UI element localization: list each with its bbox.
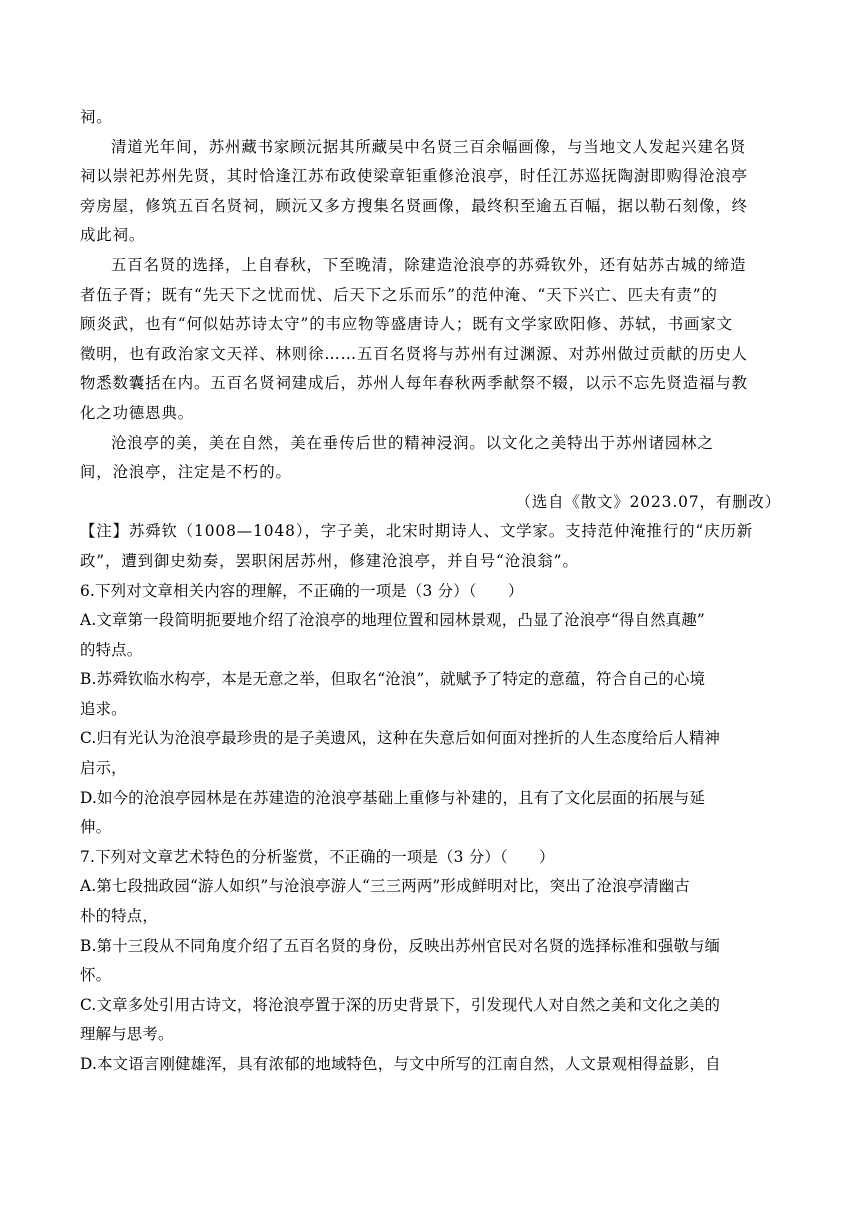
option-line: 怀。 [80, 966, 112, 985]
question-7 [80, 843, 783, 1080]
option-line: A.文章第一段简明扼要地介绍了沧浪亭的地理位置和园林景观，凸显了沧浪亭“得自然真趣” [80, 611, 705, 630]
text-line: 旁房屋，修筑五百名贤祠，顾沅又多方搜集名贤画像，最终积至逾五百幅，据以勒石刻像，终 [80, 196, 748, 215]
text-line: 者伍子胥；既有“先天下之忧而忧、后天下之乐而乐”的范仲淹、“天下兴亡、匹夫有责”的 [80, 285, 718, 304]
text-line: 成此祠。 [80, 226, 146, 245]
option-d [80, 1050, 783, 1080]
option-line: 追求。 [80, 699, 127, 718]
text-line: 物悉数囊括在内。五百名贤祠建成后，苏州人每年春秋两季献祭不辍，以示不忘先贤造福与教 [80, 374, 748, 393]
option-line: D.如今的沧浪亭园林是在苏建造的沧浪亭基础上重修与补建的，且有了文化层面的拓展与延 [80, 788, 706, 807]
option-line: A.第七段拙政园“游人如织”与沧浪亭游人“三三两两”形成鲜明对比，突出了沧浪亭清幽古 [80, 877, 690, 896]
option-line: D.本文语言刚健雄浑，具有浓郁的地域特色，与文中所写的江南自然，人文景观相得益影，自 [80, 1055, 721, 1073]
option-line: C.文章多处引用古诗文，将沧浪亭置于深的历史背景下，引发现代人对自然之美和文化之美的 [80, 995, 721, 1014]
footnote [80, 517, 783, 576]
text-line: 间，沧浪亭，注定是不朽的。 [80, 463, 292, 482]
text-line: 徵明，也有政治家文天祥、林则徐……五百名贤将与苏州有过渊源、对苏州做过贡献的历史人 [80, 344, 748, 363]
document-page [80, 103, 783, 1080]
footnote-line: 【注】苏舜钦（1008—1048），字子美，北宋时期诗人、文学家。支持范仲淹推行的“庆历新 [80, 522, 754, 541]
text-line: 祠以崇祀苏州先贤，其时恰逢江苏布政使梁章钜重修沧浪亭，时任江苏巡抚陶澍即购得沧浪亭 [80, 167, 748, 186]
article-paragraph-3 [80, 251, 783, 429]
question-stem: 7.下列对文章艺术特色的分析鉴赏，不正确的一项是（3 分）（ ） [80, 847, 555, 866]
text-line: 五百名贤的选择，上自春秋，下至晚清，除建造沧浪亭的苏舜钦外，还有姑苏古城的缔造 [111, 255, 747, 274]
footnote-line: 政”，遭到御史劾奏，罢职闲居苏州，修建沧浪亭，并自号“沧浪翁”。 [80, 551, 579, 570]
option-a [80, 872, 783, 931]
option-line: B.苏舜钦临水构亭，本是无意之举，但取名“沧浪”，就赋予了特定的意蕴，符合自己的心境 [80, 670, 706, 689]
article-paragraph-4 [80, 429, 783, 488]
option-line: 的特点。 [80, 640, 143, 659]
source-citation: （选自《散文》2023.07，有删改） [515, 492, 781, 511]
text-line: 沧浪亭的美，美在自然，美在垂传后世的精神浸润。以文化之美特出于苏州诸园林之 [111, 433, 714, 452]
option-c [80, 724, 783, 783]
article-paragraph-2 [80, 133, 783, 251]
question-stem: 6.下列对文章相关内容的理解，不正确的一项是（3 分）（ ） [80, 581, 524, 600]
text-line: 祠。 [80, 108, 113, 126]
option-line: 伸。 [80, 818, 112, 837]
option-b [80, 932, 783, 991]
article-paragraph-1 [80, 103, 783, 133]
option-a [80, 606, 783, 665]
text-line: 顾炎武，也有“何似姑苏诗太守”的韦应物等盛唐诗人；既有文学家欧阳修、苏轼，书画家文 [80, 315, 733, 334]
option-line: C.归有光认为沧浪亭最珍贵的是子美遗风，这种在失意后如何面对挫折的人生态度给后人精神 [80, 729, 721, 748]
option-c [80, 991, 783, 1050]
text-line: 化之功德恩典。 [80, 403, 195, 422]
question-6 [80, 577, 783, 843]
option-line: 启示， [80, 759, 127, 778]
option-d [80, 784, 783, 843]
option-line: B.第十三段从不同角度介绍了五百名贤的身份，反映出苏州官民对名贤的选择标准和强敬与缅 [80, 936, 721, 955]
option-b [80, 665, 783, 724]
text-line: 清道光年间，苏州藏书家顾沅据其所藏吴中名贤三百余幅画像，与当地文人发起兴建名贤 [111, 137, 747, 156]
option-line: 理解与思考。 [80, 1025, 174, 1044]
option-line: 朴的特点， [80, 907, 158, 926]
